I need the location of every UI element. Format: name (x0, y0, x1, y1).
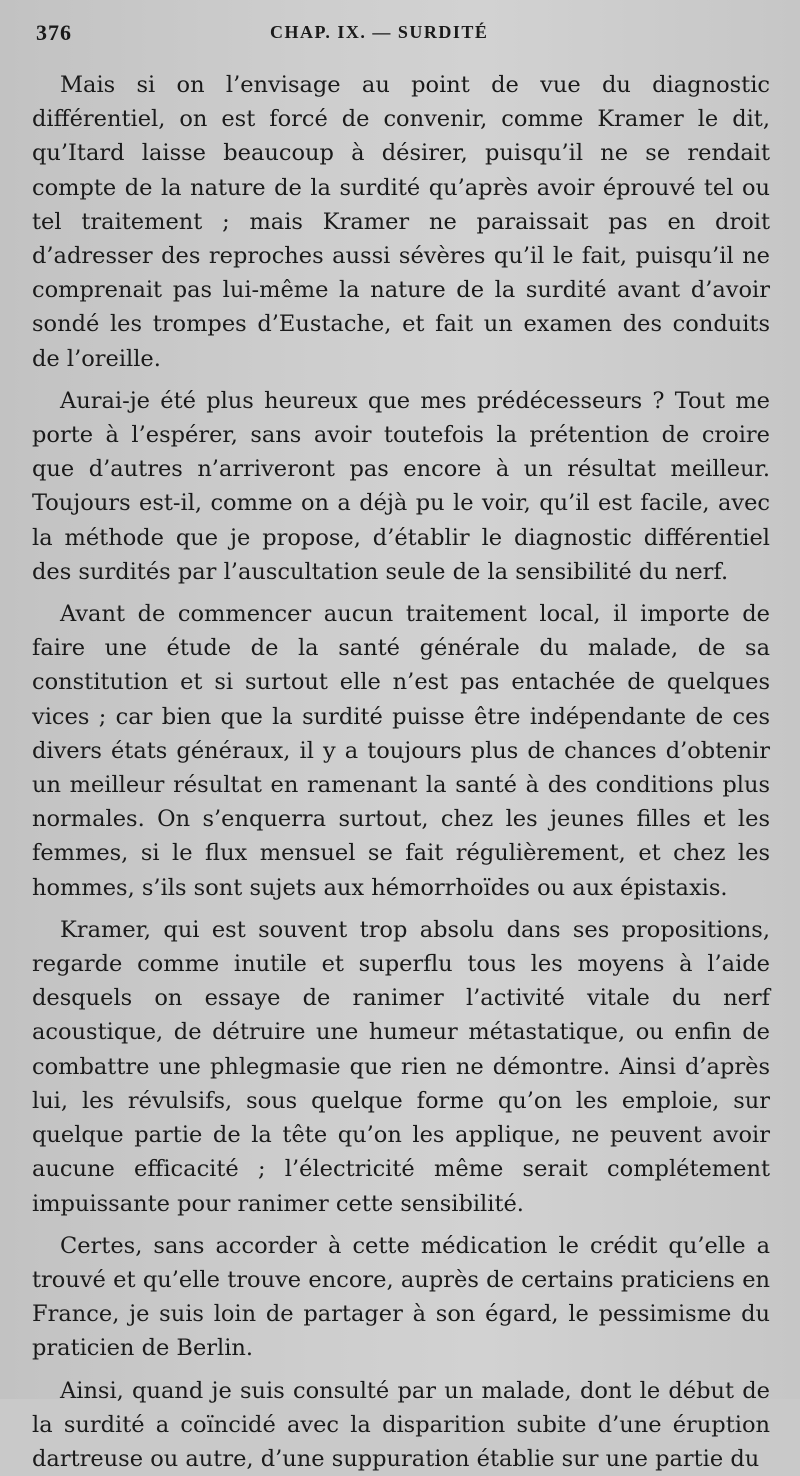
chapter-title: CHAP. IX. — SURDITÉ (270, 22, 489, 42)
paragraph-5: Certes, sans accorder à cette médication le crédit qu’elle a trouvé et qu’elle trouve encore, auprès de certains praticiens en France, je suis loin de partager à son égard, le pessimisme du praticien de Berlin. (32, 1232, 770, 1362)
page-number: 376 (36, 20, 72, 45)
paragraph-4: Kramer, qui est souvent trop absolu dans ses propositions, regarde comme inutile et superflu tous les moyens à l’aide desquels on essaye de ranimer l’activité vitale du nerf acoustique, de détruire une humeur métastatique, ou enfin de combattre une phlegmasie que rien ne démontre. Ainsi d’après lui, les révulsifs, sous quelque forme qu’on les emploie, sur quelque partie de la tête qu’on les applique, ne peuvent avoir aucune efficacité ; l’électricité même serait complétement impuissante pour ranimer cette sensibilité. (32, 916, 770, 1217)
body-text (32, 68, 770, 1476)
paragraph-3: Avant de commencer aucun traitement local, il importe de faire une étude de la santé générale du malade, de sa constitution et si surtout elle n’est pas entachée de quelques vices ; car bien que la surdité puisse être indépendante de ces divers états généraux, il y a toujours plus de chances d’obtenir un meilleur résultat en ramenant la santé à des conditions plus normales. On s’enquerra surtout, chez les jeunes filles et les femmes, si le flux mensuel se fait régulièrement, et chez les hommes, s’ils sont sujets aux hémorrhoïdes ou aux épistaxis. (32, 601, 770, 901)
running-head (32, 14, 770, 48)
paragraph-1: Mais si on l’envisage au point de vue du diagnostic différentiel, on est forcé de convenir, comme Kramer le dit, qu’Itard laisse beaucoup à désirer, puisqu’il ne se rendait compte de la nature de la surdité qu’après avoir éprouvé tel ou tel traitement ; mais Kramer ne paraissait pas en droit d’adresser des reproches aussi sévères qu’il le fait, puisqu’il ne comprenait pas lui-même la nature de la surdité avant d’avoir sondé les trompes d’Eustache, et fait un examen des conduits de l’oreille. (32, 72, 770, 372)
paragraph-6: Ainsi, quand je suis consulté par un malade, dont le début de la surdité a coïncidé avec la disparition subite d’une éruption dartreuse ou autre, d’une suppuration établie sur une partie du (32, 1377, 770, 1472)
paragraph-2: Aurai-je été plus heureux que mes prédécesseurs ? Tout me porte à l’espérer, sans avoir toutefois la prétention de croire que d’autres n’arriveront pas encore à un résultat meilleur. Toujours est-il, comme on a déjà pu le voir, qu’il est facile, avec la méthode que je propose, d’établir le diagnostic différentiel des surdités par l’auscultation seule de la sensibilité du nerf. (32, 387, 770, 585)
